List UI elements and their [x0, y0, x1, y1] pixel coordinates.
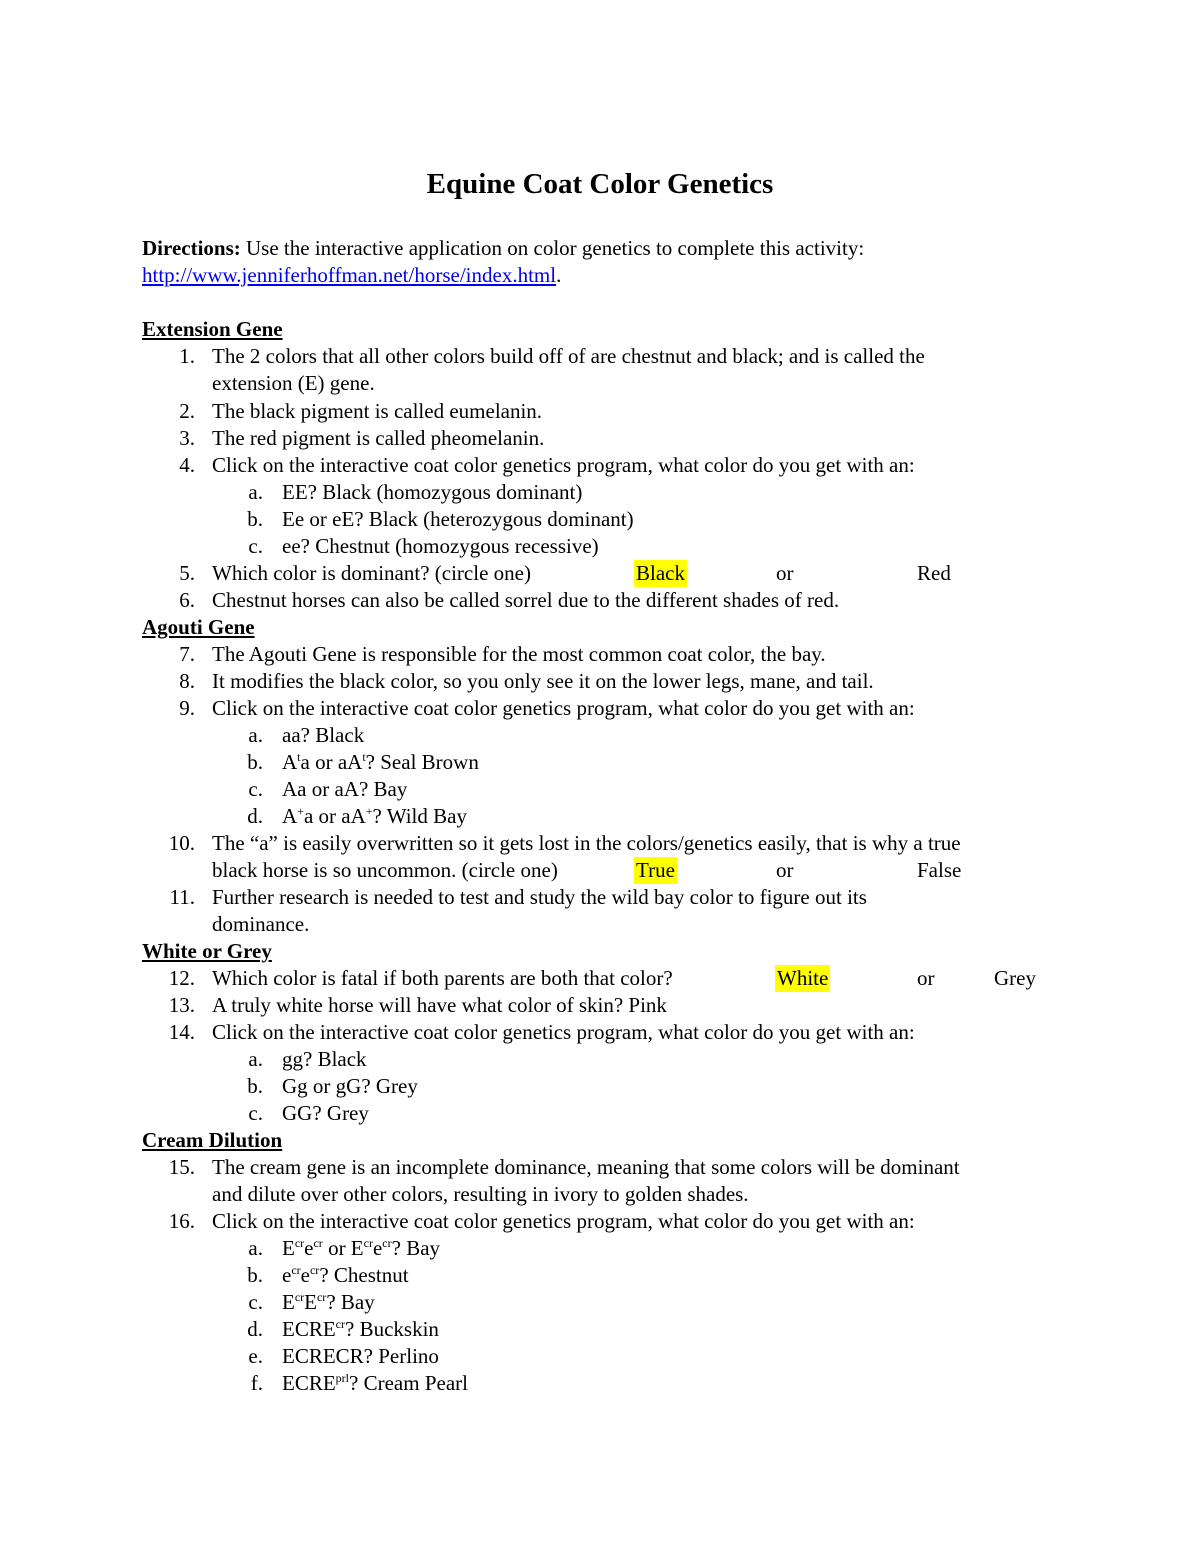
allele-superscript: cr — [382, 1236, 392, 1250]
question-15-continued: and dilute over other colors, resulting in ivory to golden shades. — [212, 1182, 749, 1206]
answer-letter: b. — [247, 507, 263, 531]
answer-text — [282, 1370, 468, 1397]
genotype-text: e — [282, 1263, 292, 1287]
answer-letter: e. — [248, 1344, 263, 1368]
activity-link[interactable]: http://www.jenniferhoffman.net/horse/index.html — [142, 263, 557, 287]
answer-text: ee? Chestnut (homozygous recessive) — [282, 534, 599, 558]
question-1-continued: extension (E) gene. — [212, 371, 375, 395]
question-number: 3. — [179, 426, 195, 450]
answer-color: ? Seal Brown — [365, 750, 479, 774]
genotype-text: a or aA — [303, 804, 366, 828]
answer-text — [282, 749, 479, 776]
answer-text — [282, 1235, 440, 1262]
question-text: Chestnut horses can also be called sorrel due to the different shades of red. — [212, 588, 840, 612]
genotype-text: e — [300, 1263, 310, 1287]
question-text: Click on the interactive coat color genetics program, what color do you get with an: — [212, 453, 915, 477]
question-number: 13. — [168, 993, 195, 1017]
genotype-text: e — [304, 1236, 314, 1260]
option-grey: Grey — [994, 966, 1036, 990]
allele-superscript: + — [365, 804, 373, 818]
allele-superscript: cr — [294, 1290, 305, 1304]
answer-color: ? Cream Pearl — [349, 1371, 468, 1395]
question-text: The cream gene is an incomplete dominance, meaning that some colors will be dominant — [212, 1155, 960, 1179]
question-text: A truly white horse will have what color of skin? Pink — [212, 993, 667, 1017]
question-number: 4. — [179, 453, 195, 477]
answer-text — [282, 803, 467, 830]
answer-text: GG? Grey — [282, 1101, 369, 1125]
question-number: 5. — [179, 561, 195, 585]
allele-superscript: cr — [316, 1290, 327, 1304]
answer-letter: b. — [247, 1263, 263, 1287]
question-number: 14. — [168, 1020, 195, 1044]
answer-color: ? Chestnut — [319, 1263, 409, 1287]
question-number: 10. — [168, 831, 195, 855]
answer-text: ECRECR? Perlino — [282, 1344, 439, 1368]
section-agouti-gene: Agouti Gene — [142, 615, 255, 639]
answer-text — [282, 1262, 409, 1289]
question-number: 16. — [168, 1209, 195, 1233]
answer-color: ? Buckskin — [345, 1317, 439, 1341]
question-number: 6. — [179, 588, 195, 612]
answer-letter: c. — [248, 1290, 263, 1314]
question-text: Further research is needed to test and study the wild bay color to figure out its — [212, 885, 867, 909]
answer-text: EE? Black (homozygous dominant) — [282, 480, 583, 504]
allele-superscript: prl — [335, 1371, 350, 1385]
allele-superscript: t — [297, 750, 301, 764]
question-text: Click on the interactive coat color genetics program, what color do you get with an: — [212, 696, 915, 720]
question-number: 8. — [179, 669, 195, 693]
genotype-text: ECRE — [282, 1317, 336, 1341]
answer-text: Aa or aA? Bay — [282, 777, 408, 801]
option-false: False — [917, 858, 962, 882]
answer-text: gg? Black — [282, 1047, 367, 1071]
question-number: 1. — [179, 344, 195, 368]
question-number: 11. — [169, 885, 195, 909]
question-number: 12. — [168, 966, 195, 990]
answer-letter: a. — [248, 723, 263, 747]
answer-letter: f. — [250, 1371, 263, 1395]
question-text: Click on the interactive coat color genetics program, what color do you get with an: — [212, 1209, 915, 1233]
selected-option-white: White — [777, 966, 829, 990]
allele-superscript: cr — [363, 1236, 373, 1250]
answer-text: Gg or gG? Grey — [282, 1074, 418, 1098]
answer-letter: a. — [248, 1236, 263, 1260]
genotype-text: E — [282, 1236, 295, 1260]
genotype-text: ECRE — [282, 1371, 336, 1395]
directions-link-line — [142, 262, 561, 289]
section-extension-gene: Extension Gene — [142, 317, 283, 341]
genotype-text: A — [282, 750, 298, 774]
question-number: 7. — [179, 642, 195, 666]
answer-color: ? Wild Bay — [372, 804, 467, 828]
or-text: or — [776, 561, 794, 585]
answer-color: ? Bay — [391, 1236, 441, 1260]
allele-superscript: cr — [313, 1236, 323, 1250]
directions-line — [142, 235, 864, 262]
genotype-text: e — [372, 1236, 383, 1260]
answer-letter: b. — [247, 1074, 263, 1098]
question-text: The “a” is easily overwritten so it gets lost in the colors/genetics easily, that is why a true — [212, 831, 961, 855]
answer-letter: c. — [248, 777, 263, 801]
selected-option-black: Black — [636, 561, 685, 585]
answer-text — [282, 1316, 439, 1343]
answer-letter: a. — [248, 480, 263, 504]
allele-superscript: cr — [309, 1263, 320, 1277]
question-text: Which color is dominant? (circle one) — [212, 561, 531, 585]
genotype-text: a or aA — [300, 750, 363, 774]
question-text: The black pigment is called eumelanin. — [212, 399, 543, 423]
option-red: Red — [917, 561, 951, 585]
allele-superscript: cr — [335, 1317, 345, 1331]
question-text: black horse is so uncommon. (circle one) — [212, 858, 558, 882]
answer-text — [282, 1289, 375, 1316]
allele-superscript: cr — [294, 1236, 305, 1250]
directions-text: Use the interactive application on color genetics to complete this activity: — [240, 236, 865, 260]
question-text: The red pigment is called pheomelanin. — [212, 426, 545, 450]
answer-text: Ee or eE? Black (heterozygous dominant) — [282, 507, 634, 531]
question-text: Which color is fatal if both parents are both that color? — [212, 966, 673, 990]
allele-superscript: t — [362, 750, 366, 764]
section-cream-dilution: Cream Dilution — [142, 1128, 283, 1152]
answer-color: ? Bay — [326, 1290, 375, 1314]
question-number: 15. — [168, 1155, 195, 1179]
genotype-text: E — [304, 1290, 317, 1314]
question-text: The 2 colors that all other colors build off of are chestnut and black; and is called the — [212, 344, 925, 368]
genotype-text: or E — [322, 1236, 364, 1260]
question-text: Click on the interactive coat color genetics program, what color do you get with an: — [212, 1020, 915, 1044]
answer-letter: d. — [247, 1317, 263, 1341]
genotype-text: A — [282, 804, 298, 828]
answer-letter: d. — [247, 804, 263, 828]
answer-letter: c. — [248, 1101, 263, 1125]
answer-text: aa? Black — [282, 723, 365, 747]
page-title: Equine Coat Color Genetics — [426, 168, 774, 200]
question-number: 9. — [179, 696, 195, 720]
question-11-continued: dominance. — [212, 912, 310, 936]
selected-option-true: True — [636, 858, 675, 882]
allele-superscript: cr — [291, 1263, 301, 1277]
allele-superscript: + — [297, 804, 304, 818]
or-text: or — [776, 858, 794, 882]
or-text: or — [917, 966, 935, 990]
answer-letter: c. — [248, 534, 263, 558]
link-period: . — [556, 263, 562, 287]
question-text: The Agouti Gene is responsible for the most common coat color, the bay. — [212, 642, 826, 666]
question-number: 2. — [179, 399, 195, 423]
genotype-text: E — [282, 1290, 295, 1314]
question-text: It modifies the black color, so you only see it on the lower legs, mane, and tail. — [212, 669, 874, 693]
section-white-or-grey: White or Grey — [142, 939, 272, 963]
directions-label: Directions: — [142, 236, 241, 260]
answer-letter: b. — [247, 750, 263, 774]
answer-letter: a. — [248, 1047, 263, 1071]
